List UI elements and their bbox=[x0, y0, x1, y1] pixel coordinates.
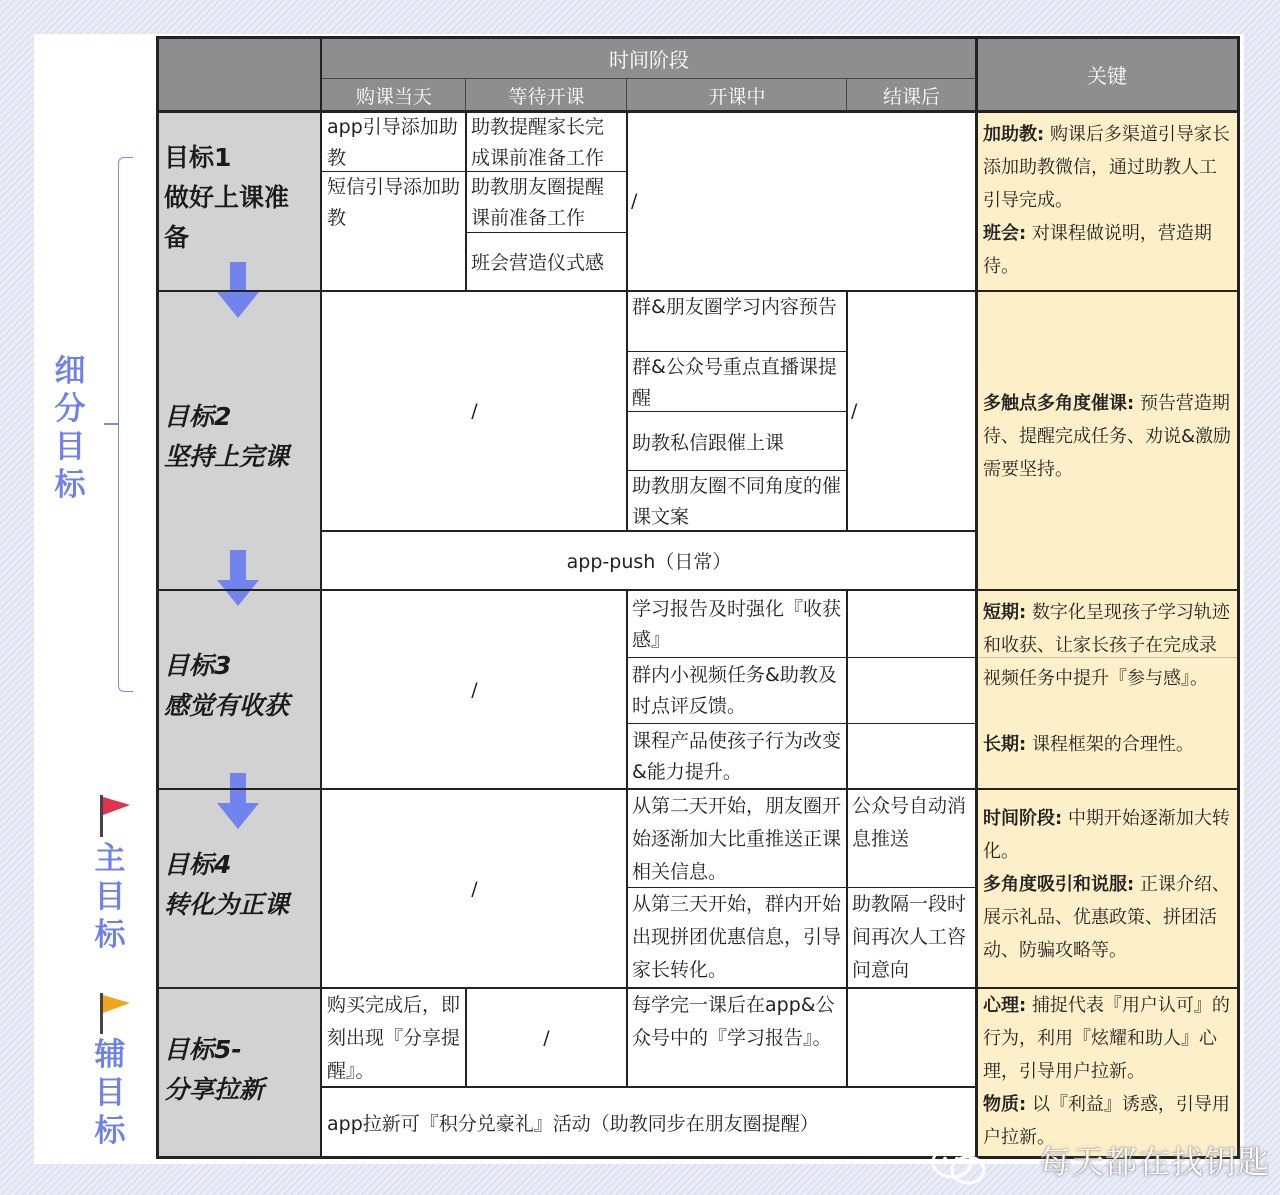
key-cell-goal5: 心理: 捕捉代表『用户认可』的行为，利用『炫耀和助人』心理，引导用户拉新。 物质: 以『利益』诱惑，引导用户拉新。 bbox=[978, 989, 1237, 1157]
g2-during-item: 群&公众号重点直播课提醒 bbox=[632, 356, 837, 409]
down-arrow-icon bbox=[217, 773, 259, 829]
yellow-flag-icon bbox=[98, 993, 132, 1035]
corner-header-cell bbox=[158, 38, 322, 111]
g5-wait-empty: / bbox=[543, 1026, 550, 1049]
red-flag-icon bbox=[98, 795, 132, 837]
g2-after-empty: / bbox=[851, 400, 858, 422]
g2-buy-wait-empty: / bbox=[471, 400, 478, 422]
g2-during-item: 助教朋友圈不同角度的催课文案 bbox=[632, 475, 842, 528]
g5-bottom-activity: app拉新可『积分兑豪礼』活动（助教同步在朋友圈提醒） bbox=[327, 1112, 819, 1135]
main-goal-label: 主 目 标 bbox=[84, 838, 136, 966]
g2-during-item: 助教私信跟催上课 bbox=[632, 432, 785, 454]
g1-wait-item: 班会营造仪式感 bbox=[471, 252, 605, 274]
key-cell-goal2: 多触点多角度催课: 预告营造期待、提醒完成任务、劝说&激励需要坚持。 bbox=[978, 292, 1237, 589]
g5-buy-item: 购买完成后，即刻出现『分享提醒』。 bbox=[327, 994, 461, 1082]
goal1-label: 目标1 做好上课准 备 bbox=[164, 143, 290, 252]
subheader-in-class: 开课中 bbox=[627, 79, 847, 111]
g3-during-item: 群内小视频任务&助教及时点评反馈。 bbox=[632, 664, 837, 717]
goal3-label: 目标3 感觉有收获 bbox=[164, 651, 290, 720]
g1-buy-item: app引导添加助教 bbox=[327, 116, 458, 169]
g3-during-item: 学习报告及时强化『收获感』 bbox=[632, 598, 842, 651]
goal4-label: 目标4 转化为正课 bbox=[164, 850, 290, 919]
down-arrow-icon bbox=[217, 550, 259, 606]
goal5-label: 目标5- 分享拉新 bbox=[164, 1035, 265, 1104]
aux-goal-label: 辅 目 标 bbox=[84, 1034, 136, 1162]
g4-after-item: 公众号自动消息推送 bbox=[852, 795, 967, 850]
key-cell-goal4: 时间阶段: 中期开始逐渐加大转化。 多角度吸引和说服: 正课介绍、展示礼品、优惠政策、拼团活动、防骗攻略等。 bbox=[978, 790, 1237, 987]
g1-wait-item: 助教朋友圈提醒课前准备工作 bbox=[471, 176, 605, 229]
subheader-waiting: 等待开课 bbox=[466, 79, 627, 111]
wechat-icon bbox=[930, 1142, 988, 1188]
g2-app-push: app-push（日常） bbox=[566, 550, 732, 573]
subheader-buy-day: 购课当天 bbox=[322, 79, 466, 111]
g3-during-item: 课程产品使孩子行为改变&能力提升。 bbox=[632, 730, 842, 783]
subheader-after-class: 结课后 bbox=[847, 79, 976, 111]
g3-buy-wait-empty: / bbox=[471, 678, 478, 701]
g1-buy-item: 短信引导添加助教 bbox=[327, 176, 461, 229]
g2-during-item: 群&朋友圈学习内容预告 bbox=[632, 296, 837, 318]
g4-during-item: 从第三天开始，群内开始出现拼团优惠信息，引导家长转化。 bbox=[632, 893, 842, 981]
g4-buy-wait-empty: / bbox=[471, 877, 478, 900]
g4-during-item: 从第二天开始，朋友圈开始逐渐加大比重推送正课相关信息。 bbox=[632, 795, 842, 883]
key-cell-goal3: 短期: 数字化呈现孩子学习轨迹和收获、让家长孩子在完成录视频任务中提升『参与感』。 长期: 课程框架的合理性。 bbox=[978, 591, 1237, 788]
key-header: 关键 bbox=[976, 38, 1238, 111]
sub-goals-label: 细 分 目 标 bbox=[44, 342, 96, 547]
key-cell-goal1: 加助教: 购课后多渠道引导家长添加助教微信，通过助教人工引导完成。 班会: 对课程做说明，营造期待。 bbox=[978, 113, 1237, 290]
goal2-label: 目标2 坚持上完课 bbox=[164, 402, 290, 471]
time-phase-header: 时间阶段 bbox=[322, 38, 976, 79]
g1-during-empty: / bbox=[631, 190, 638, 212]
watermark-text: 每天都在找钥匙 bbox=[1038, 1143, 1270, 1181]
g5-during-item: 每学完一课后在app&公众号中的『学习报告』。 bbox=[632, 994, 835, 1049]
g1-wait-item: 助教提醒家长完成课前准备工作 bbox=[471, 116, 605, 169]
sub-goals-bracket bbox=[118, 157, 133, 692]
g4-after-item: 助教隔一段时间再次人工咨问意向 bbox=[852, 893, 967, 981]
